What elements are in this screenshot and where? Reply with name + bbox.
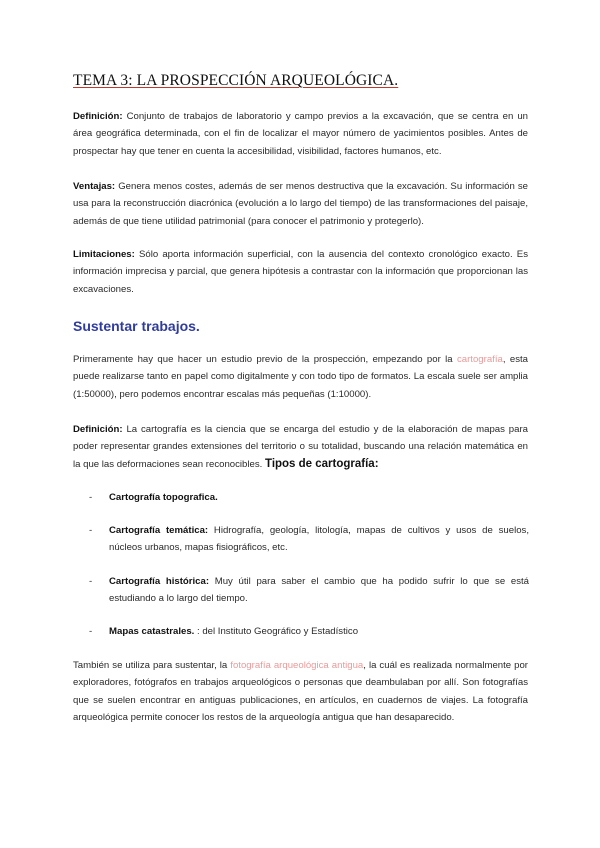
intro-paragraph	[73, 351, 528, 403]
list-item-label: Cartografía temática:	[109, 525, 209, 536]
definicion2-label: Definición:	[73, 424, 123, 435]
definicion2-text: La cartografía es la ciencia que se encarga del estudio y de la elaboración de mapas para poder representar grandes extensiones del territorio o su totalidad, buscando una relación matemática en la que las deformaciones sean reconocibles.	[73, 424, 528, 470]
list-bullet: -	[89, 626, 93, 637]
list-bullet: -	[89, 576, 93, 587]
cartografia-link[interactable]: cartografía	[456, 354, 503, 365]
list-item-label: Mapas catastrales.	[109, 626, 195, 637]
intro-text-after: , esta puede realizarse tanto en papel como digitalmente y con todo tipo de formatos. La escala suele ser amplia (1:50000), pero podemos encontrar escalas más pequeñas (1:10000).	[73, 354, 528, 400]
definicion-paragraph	[73, 108, 528, 160]
list-bullet: -	[89, 492, 93, 503]
list-bullet: -	[89, 525, 93, 536]
limitaciones-paragraph	[73, 246, 528, 298]
list-item-label: Cartografía topografica.	[109, 492, 218, 503]
final-text-after: , la cuál es realizada normalmente por exploradores, fotógrafos en trabajos arqueológicos o personas que deambulaban por allí. Son fotografías que se suelen encontrar en antiguas publicaciones, en artículos, en cuadernos de viajes. La fotografía arqueológica permite conocer los restos de la arqueología antigua que han desaparecido.	[73, 660, 528, 723]
definicion-text: Conjunto de trabajos de laboratorio y campo previos a la excavación, que se centra en un área geográfica determinada, con el fin de localizar el mayor número de yacimientos posibles. Antes de prospectar hay que tener en cuenta la accesibilidad, visibilidad, factores humanos, etc.	[73, 111, 528, 157]
tipos-heading: Tipos de cartografía:	[265, 457, 379, 470]
limitaciones-text: Sólo aporta información superficial, con la ausencia del contexto cronológico exacto. Es información imprecisa y parcial, que genera hipótesis a contrastar con la información que proporcionan las excavaciones.	[73, 249, 528, 295]
list-item-text: Hidrografía, geología, litología, mapas de cultivos y usos de suelos, núcleos urbanos, mapas fisiográficos, etc.	[109, 525, 530, 554]
page-title: TEMA 3: LA PROSPECCIÓN ARQUEOLÓGICA.	[73, 72, 399, 89]
list-item-label: Cartografía histórica:	[109, 576, 210, 587]
ventajas-paragraph	[73, 178, 528, 230]
intro-text-before: Primeramente hay que hacer un estudio previo de la prospección, empezando por la	[73, 354, 457, 365]
final-text-before: También se utiliza para sustentar, la	[73, 660, 231, 671]
list-item-text: : del Instituto Geográfico y Estadístico	[194, 626, 359, 637]
list-item-text: Muy útil para saber el cambio que ha podido sufrir lo que se está estudiando a lo largo del tiempo.	[109, 576, 529, 605]
limitaciones-label: Limitaciones:	[73, 249, 135, 260]
definicion2-paragraph	[73, 421, 528, 473]
definicion-label: Definición:	[73, 111, 123, 122]
section-heading: Sustentar trabajos.	[73, 318, 200, 334]
final-paragraph	[73, 657, 528, 726]
ventajas-text: Genera menos costes, además de ser menos destructiva que la excavación. Su información se usa para la reconstrucción diacrónica (evolución a lo largo del tiempo) de las transformaciones del paisaje, además de que tiene utilidad patrimonial (para conocer el patrimonio y protegerlo).	[73, 181, 528, 227]
ventajas-label: Ventajas:	[73, 181, 116, 192]
fotografia-link[interactable]: fotografía arqueológica antigua	[230, 660, 364, 671]
